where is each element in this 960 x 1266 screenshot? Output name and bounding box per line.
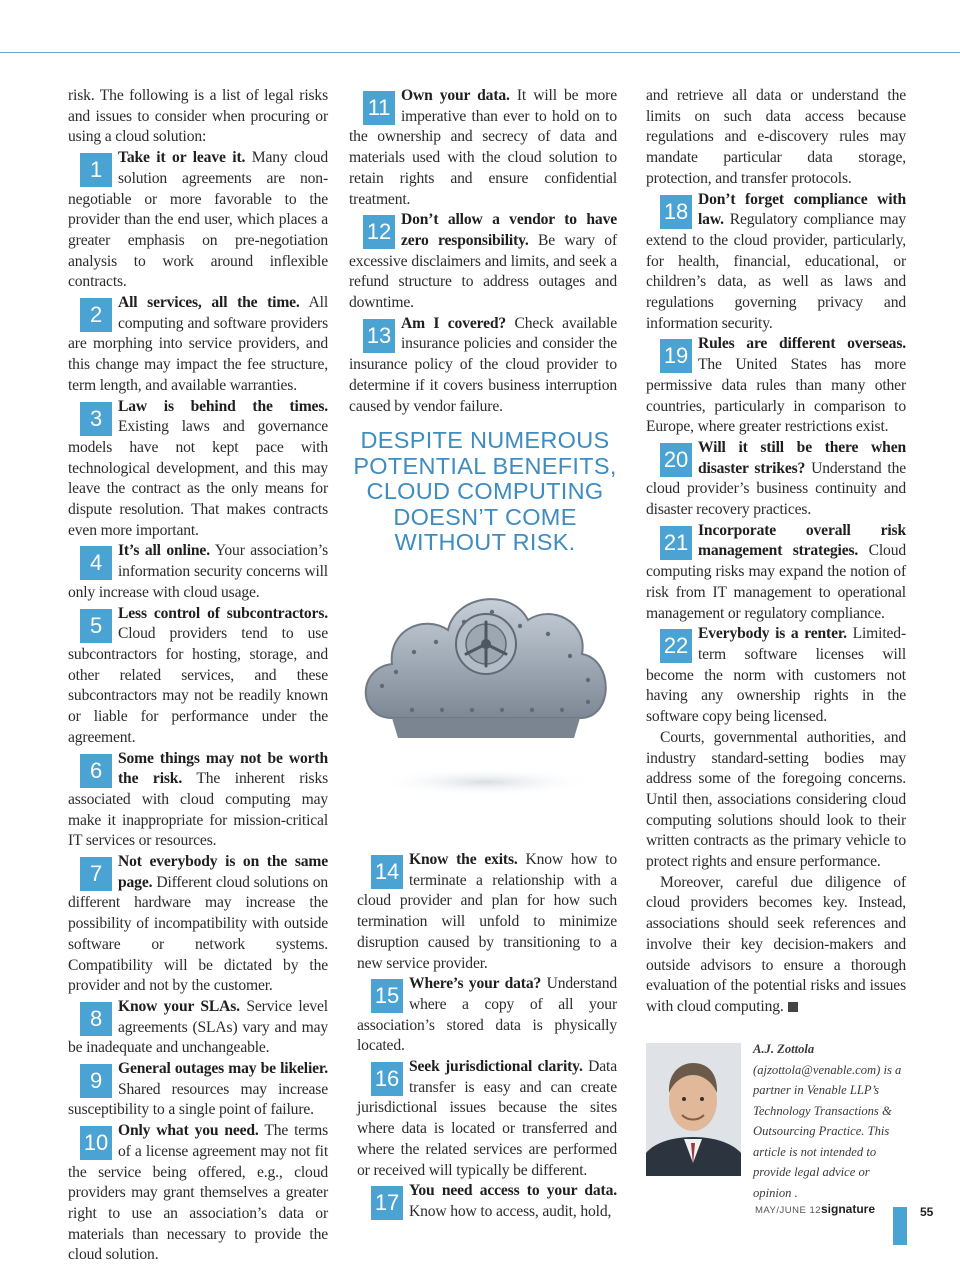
item-body-8: Service level agreements (SLAs) vary and may be inadequate and unchangeable.	[68, 997, 328, 1057]
top-rule	[0, 52, 960, 53]
list-item-16	[357, 1057, 617, 1181]
item-body-1: Many cloud solution agreements are non-negotiable or more favorable to the provider than the end user, which places a greater emphasis on pre-negotiation analysis to work around inflexible contracts.	[68, 149, 329, 291]
author-name: A.J. Zottola	[753, 1042, 815, 1056]
item-number-17: 17	[371, 1186, 403, 1220]
item-heading-5: Less control of subcontractors.	[118, 604, 328, 622]
column-3	[646, 86, 906, 1018]
item-number-16: 16	[371, 1062, 403, 1096]
item-heading-13: Am I covered?	[401, 314, 507, 332]
item-heading-10: Only what you need.	[118, 1122, 259, 1140]
item-number-10: 10	[80, 1126, 112, 1160]
item-number-11: 11	[363, 91, 395, 125]
column-2-bottom	[357, 850, 617, 1223]
column-2-top	[349, 86, 617, 417]
list-item-14	[357, 850, 617, 974]
list-item-22	[646, 624, 906, 728]
item-heading-2: All services, all the time.	[118, 294, 300, 312]
item-body-4: Your association’s information security concerns will only increase with cloud usage.	[68, 542, 328, 601]
list-item-17	[357, 1181, 617, 1222]
item-number-13: 13	[363, 319, 395, 353]
item-body-19: The United States has more permissive data rules than many other countries, particularly in comparison to Europe, where greater restrictions exist.	[646, 356, 906, 436]
list-item-19	[646, 334, 906, 438]
item-number-7: 7	[80, 857, 112, 891]
item-number-8: 8	[80, 1002, 112, 1036]
item-number-4: 4	[80, 546, 112, 580]
item-body-16: Data transfer is easy and can create jurisdictional issues because the sites where data is located or transferred and where the related services are performed or received will typically be different.	[357, 1058, 617, 1179]
item-heading-9: General outages may be likelier.	[118, 1060, 328, 1078]
column-1	[68, 86, 328, 1266]
footer-accent-bar	[893, 1207, 907, 1245]
item-body-20: Understand the cloud provider’s business continuity and disaster recovery practices.	[646, 459, 907, 519]
item-number-21: 21	[660, 526, 692, 560]
item-body-22: Limited-term software licenses will become the norm with customers not having any ownership rights in the software copy being licensed.	[646, 625, 906, 726]
pull-quote: DESPITE NUMEROUS POTENTIAL BENEFITS, CLOUD COMPUTING DOESN’T COME WITHOUT RISK.	[353, 427, 617, 555]
intro-paragraph: risk. The following is a list of legal risks and issues to consider when procuring or using a cloud solution:	[68, 87, 328, 146]
item-heading-11: Own your data.	[401, 87, 510, 104]
item-number-12: 12	[363, 215, 395, 249]
list-item-15	[357, 974, 617, 1057]
item-body-7: Different cloud solutions on different hardware may increase the possibility of incompatibility with outside software or network systems. Compatibility will be dictated by the provider and not by the customer.	[68, 873, 328, 995]
item-body-9: Shared resources may increase susceptibility to a single point of failure.	[68, 1080, 328, 1119]
footer-issue-date: MAY/JUNE 12	[755, 1205, 822, 1216]
item-heading-18: Don’t forget compliance with law.	[698, 190, 906, 229]
item-heading-17: You need access to your data.	[409, 1182, 617, 1200]
item-number-22: 22	[660, 629, 692, 663]
item-number-20: 20	[660, 443, 692, 477]
item-body-11: It will be more imperative than ever to hold on to the ownership and secrecy of data and materials used with the cloud solution to retain rights and ensure confidential treatment.	[349, 87, 617, 208]
author-photo	[646, 1043, 741, 1176]
item-body-15: Understand where a copy of all your association’s stored data is physically located.	[357, 975, 617, 1055]
item-body-12: Be wary of excessive disclaimers and limits, and seek a refund structure to address outages and downtime.	[349, 231, 618, 312]
author-bio	[753, 1039, 908, 1203]
item-heading-21: Incorporate overall risk management strategies.	[698, 521, 906, 560]
closing-paragraph-2	[646, 873, 906, 1018]
item-heading-16: Seek jurisdictional clarity.	[409, 1058, 583, 1076]
item-heading-22: Everybody is a renter.	[698, 625, 847, 643]
list-item-11	[349, 86, 617, 210]
list-item-7	[68, 852, 328, 997]
item-heading-20: Will it still be there when disaster strikes?	[698, 438, 906, 477]
item-number-18: 18	[660, 195, 692, 229]
item-heading-19: Rules are different overseas.	[698, 335, 906, 353]
closing-paragraph-1: Courts, governmental authorities, and industry standard-setting bodies may address some of the foregoing concerns. Until then, associations considering cloud computing solutions should look to their written contracts as the primary vehicle to protect rights and ensure performance.	[646, 728, 906, 871]
item-heading-4: It’s all online.	[118, 542, 210, 560]
list-item-8	[68, 997, 328, 1059]
item-number-6: 6	[80, 754, 112, 788]
item-number-15: 15	[371, 979, 403, 1013]
item-heading-3: Law is behind the times.	[118, 397, 328, 415]
item-body-2: All computing and software providers are morphing into service providers, and this change may impact the fee structure, term length, and available warranties.	[68, 294, 328, 394]
closing-paragraph-2-text: Moreover, careful due diligence of cloud providers becomes key. Instead, associations should seek references and involve their key decision-makers and outside advisors to ensure a thorough evaluation of the potential risks and issues with cloud computing.	[646, 873, 906, 1015]
item-number-14: 14	[371, 855, 403, 889]
item-heading-6: Some things may not be worth the risk.	[118, 749, 328, 788]
item-17-continued: and retrieve all data or understand the limits on such data access because regulations and e-discovery rules may mandate particular data storage, protection, and transfer protocols.	[646, 87, 906, 187]
list-item-6	[68, 749, 328, 853]
item-number-1: 1	[80, 153, 112, 187]
list-item-21	[646, 521, 906, 625]
item-heading-12: Don’t allow a vendor to have zero responsibility.	[401, 211, 617, 249]
list-item-13	[349, 314, 617, 418]
vault-cloud-illustration	[352, 568, 620, 808]
list-item-2	[68, 293, 328, 397]
item-number-19: 19	[660, 339, 692, 373]
item-body-3: Existing laws and governance models have not kept pace with technological development, and this may leave the contract as the only means for dispute resolution. That makes contracts even more important.	[68, 418, 328, 539]
item-body-17: Know how to access, audit, hold,	[409, 1202, 612, 1220]
list-item-10	[68, 1121, 328, 1266]
item-body-5: Cloud providers tend to use subcontractors for hosting, storage, and other related services, and these subcontractors may not be readily known or liable for performance under the agreement.	[68, 625, 328, 746]
list-item-5	[68, 604, 328, 749]
item-body-10: The terms of a license agreement may not fit the service being offered, e.g., cloud providers may grant themselves a greater right to use an association’s data or materials than necessary to provide the cloud solution.	[68, 1122, 328, 1264]
list-item-18	[646, 190, 906, 335]
list-item-9	[68, 1059, 328, 1121]
list-item-20	[646, 438, 906, 521]
item-heading-15: Where’s your data?	[409, 975, 542, 993]
list-item-12	[349, 210, 617, 314]
footer-magazine-name: signature	[821, 1202, 876, 1216]
author-bio-text: (ajzottola@venable.com) is a partner in Venable LLP’s Technology Transactions & Outsourcing Practice. This article is not intended to provide legal advice or opinion .	[753, 1062, 902, 1200]
item-heading-8: Know your SLAs.	[118, 997, 240, 1015]
item-number-9: 9	[80, 1064, 112, 1098]
item-body-13: Check available insurance policies and consider the insurance policy of the cloud provider to determine if it covers business interruption caused by vendor failure.	[349, 314, 617, 415]
item-number-5: 5	[80, 609, 112, 643]
list-item-1	[68, 148, 328, 293]
item-body-6: The inherent risks associated with cloud computing may make it inappropriate for mission-critical IT services or resources.	[68, 770, 329, 850]
item-heading-1: Take it or leave it.	[118, 149, 246, 167]
item-body-18: Regulatory compliance may extend to the cloud provider, particularly, for health, financial, educational, or children’s data, as well as laws and regulations governing privacy and information security.	[646, 211, 906, 332]
item-heading-14: Know the exits.	[409, 851, 518, 868]
item-heading-7: Not everybody is on the same page.	[118, 853, 328, 891]
list-item-3	[68, 397, 328, 542]
item-body-21: Cloud computing risks may expand the notion of risk from IT management to operational management or regulatory compliance.	[646, 542, 906, 622]
item-number-2: 2	[80, 298, 112, 332]
end-mark-icon	[788, 1002, 798, 1012]
page-number: 55	[920, 1205, 934, 1219]
list-item-4	[68, 541, 328, 603]
item-number-3: 3	[80, 402, 112, 436]
item-body-14: Know how to terminate a relationship with a cloud provider and plan for how such termination will unfold to minimize disruption caused by transitioning to a new service provider.	[357, 851, 618, 972]
